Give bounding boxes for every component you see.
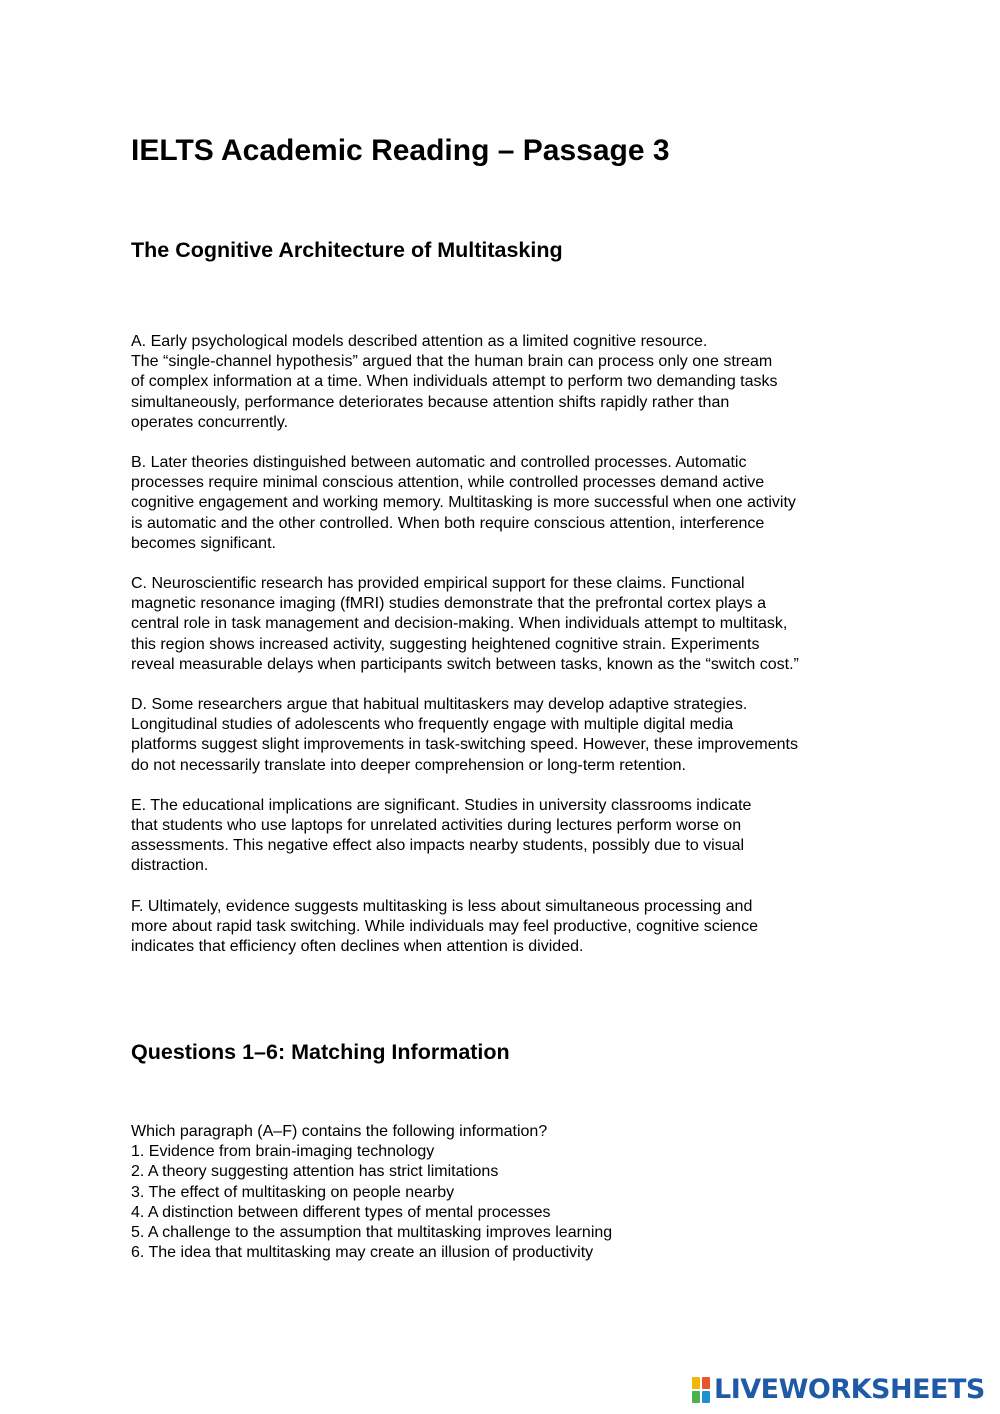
question-item: 3. The effect of multitasking on people nearby xyxy=(131,1183,455,1201)
logo-mark-tile xyxy=(692,1391,700,1403)
paragraph-line: platforms suggest slight improvements in task-switching speed. However, these improvements xyxy=(131,736,798,754)
logo-mark-tile xyxy=(702,1391,710,1403)
paragraph-line: F. Ultimately, evidence suggests multitasking is less about simultaneous processing and xyxy=(131,897,753,915)
question-item: 2. A theory suggesting attention has strict limitations xyxy=(131,1163,499,1181)
paragraph-f xyxy=(131,897,851,958)
paragraph-line: The “single-channel hypothesis” argued that the human brain can process only one stream xyxy=(131,353,773,371)
reading-passage xyxy=(131,332,851,977)
liveworksheets-logo-mark-icon xyxy=(692,1377,710,1403)
paragraph-line: magnetic resonance imaging (fMRI) studies demonstrate that the prefrontal cortex plays a xyxy=(131,595,766,613)
paragraph-line: B. Later theories distinguished between automatic and controlled processes. Automatic xyxy=(131,454,747,472)
paragraph-line: this region shows increased activity, suggesting heightened cognitive strain. Experiments xyxy=(131,635,760,653)
paragraph-e xyxy=(131,796,851,877)
paragraph-line: indicates that efficiency often declines when attention is divided. xyxy=(131,938,584,956)
logo-mark-tile xyxy=(702,1377,710,1389)
paragraph-line: of complex information at a time. When individuals attempt to perform two demanding tasks xyxy=(131,373,778,391)
paragraph-line: reveal measurable delays when participants switch between tasks, known as the “switch cost.” xyxy=(131,655,799,673)
paragraph-d xyxy=(131,695,851,776)
questions-section xyxy=(131,1122,851,1263)
question-item: 5. A challenge to the assumption that multitasking improves learning xyxy=(131,1224,613,1242)
page-title: IELTS Academic Reading – Passage 3 xyxy=(131,134,670,167)
paragraph-line: more about rapid task switching. While individuals may feel productive, cognitive science xyxy=(131,917,758,935)
paragraph-line: operates concurrently. xyxy=(131,413,289,431)
question-item: 4. A distinction between different types of mental processes xyxy=(131,1203,551,1221)
paragraph-line: becomes significant. xyxy=(131,534,276,552)
question-item: 6. The idea that multitasking may create an illusion of productivity xyxy=(131,1244,594,1262)
paragraph-line: processes require minimal conscious attention, while controlled processes demand active xyxy=(131,474,765,492)
liveworksheets-logo[interactable] xyxy=(692,1375,985,1405)
paragraph-line: D. Some researchers argue that habitual multitaskers may develop adaptive strategies. xyxy=(131,696,748,714)
questions-title: Questions 1–6: Matching Information xyxy=(131,1040,510,1064)
paragraph-line: distraction. xyxy=(131,857,209,875)
paragraph-line: assessments. This negative effect also impacts nearby students, possibly due to visual xyxy=(131,837,745,855)
paragraph-c xyxy=(131,574,851,675)
question-item: 1. Evidence from brain-imaging technology xyxy=(131,1143,435,1161)
paragraph-a xyxy=(131,332,851,433)
paragraph-line: A. Early psychological models described attention as a limited cognitive resource. xyxy=(131,333,708,350)
logo-mark-tile xyxy=(692,1377,700,1389)
paragraph-line: simultaneously, performance deteriorates because attention shifts rapidly rather than xyxy=(131,393,730,411)
paragraph-line: that students who use laptops for unrelated activities during lectures perform worse on xyxy=(131,817,742,835)
paragraph-line: Longitudinal studies of adolescents who frequently engage with multiple digital media xyxy=(131,716,734,734)
paragraph-b xyxy=(131,453,851,554)
paragraph-line: cognitive engagement and working memory. Multitasking is more successful when one activity xyxy=(131,494,796,512)
paragraph-line: C. Neuroscientific research has provided empirical support for these claims. Functional xyxy=(131,575,745,593)
questions-prompt: Which paragraph (A–F) contains the following information? xyxy=(131,1123,548,1140)
logo-text: LIVEWORKSHEETS xyxy=(714,1374,985,1405)
passage-title: The Cognitive Architecture of Multitasking xyxy=(131,238,563,262)
questions-list xyxy=(131,1142,851,1263)
paragraph-line: is automatic and the other controlled. When both require conscious attention, interference xyxy=(131,514,765,532)
paragraph-line: do not necessarily translate into deeper comprehension or long-term retention. xyxy=(131,756,686,774)
paragraph-line: E. The educational implications are significant. Studies in university classrooms indicate xyxy=(131,796,752,814)
paragraph-line: central role in task management and decision-making. When individuals attempt to multitask, xyxy=(131,615,788,633)
